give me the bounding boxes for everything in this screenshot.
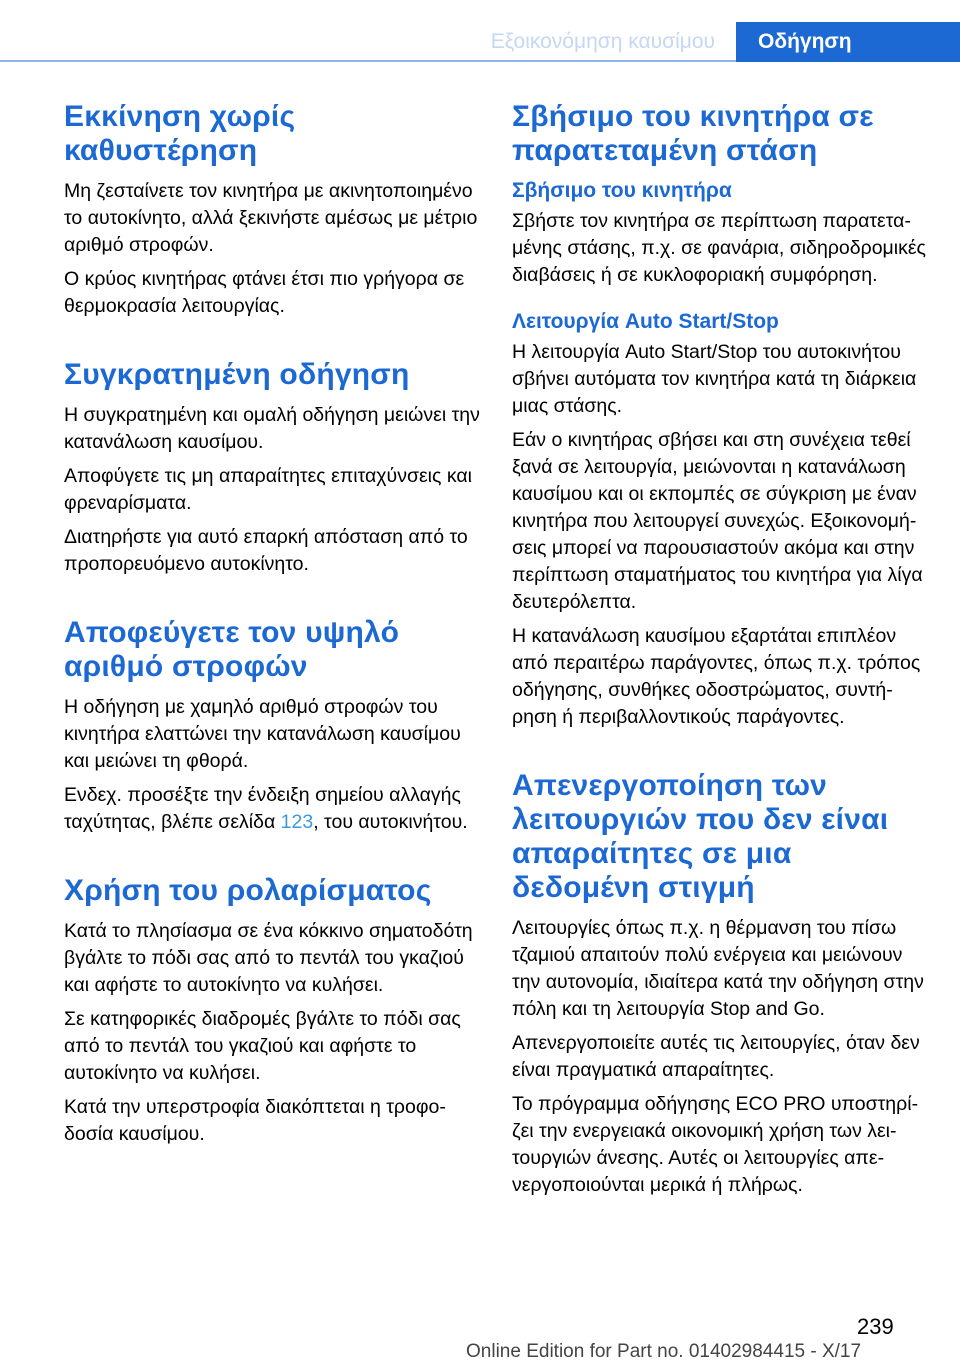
paragraph: Διατηρήστε για αυτό επαρκή απόσταση από το προπορευόμενο αυτοκίνητο. (64, 526, 468, 575)
paragraph: Μη ζεσταίνετε τον κινητήρα με ακινητοποιημένο το αυτοκίνητο, αλλά ξεκινήστε αμέσως με μέτριο αριθμό στροφών. (64, 180, 478, 256)
paragraph: Η οδήγηση με χαμηλό αριθμό στροφών του κινητήρα ελαττώνει την κατανάλωση καυσίμου και μειώνει τη φθορά. (64, 696, 461, 772)
section-restrained-driving (64, 358, 484, 578)
edition-footer: Online Edition for Part no. 01402984415 - X/17 (466, 1341, 862, 1362)
section-avoid-high-rpm (64, 616, 484, 836)
paragraph: Η συγκρατημένη και ομαλή οδήγηση μειώνει την κατανάλωση καυσίμου. (64, 404, 480, 453)
section-start-without-delay (64, 100, 484, 320)
subsection-engine-off (512, 178, 930, 289)
text: , του αυτοκινήτου. (313, 811, 468, 833)
subheading-auto-start-stop: Λειτουργία Auto Start/Stop (512, 310, 779, 333)
paragraph: Το πρόγραμμα οδήγησης ECO PRO υποστηρίζει την ενεργειακά οικονομική χρήση των λειτουργιών άνεσης. Αυτές οι λειτουργίες απενεργοποιούνται μερικά ή πλήρως. (512, 1093, 919, 1196)
paragraph: Απενεργοποιείτε αυτές τις λειτουργίες, όταν δεν είναι πραγματικά απαραίτητες. (512, 1032, 920, 1081)
paragraph: Η κατανάλωση καυσίμου εξαρτάται επιπλέον από περαιτέρω παράγοντες, όπως π.χ. τρόπος οδήγησης, συνθήκες οδοστρώματος, συντήρηση ή περιβαλλοντικούς παράγοντες. (512, 625, 921, 728)
heading-coasting: Χρήση του ρολαρίσματος (64, 874, 432, 907)
paragraph: Σβήστε τον κινητήρα σε περίπτωση παρατεταμένης στάσης, π.χ. σε φανάρια, σιδηροδρομικές διαβάσεις ή σε κυκλοφοριακή συμφόρηση. (512, 210, 926, 286)
paragraph: Εάν ο κινητήρας σβήσει και στη συνέχεια τεθεί ξανά σε λειτουργία, μειώνονται η κατανάλωση καυσίμου και οι εκπομπές σε σύγκριση με έναν κινητήρα που λειτουργεί συνεχώς. Εξοικονομήσεις μπορεί να παρουσιαστούν ακόμα και στην περίπτωση σταματήματος του κινητήρα για λίγα δευτερόλεπτα. (512, 429, 923, 613)
heading-avoid-high-rpm: Αποφεύγετε τον υψηλό αριθμό στροφών (64, 616, 400, 683)
paragraph: Κατά την υπερστροφία διακόπτεται η τροφοδοσία καυσίμου. (64, 1096, 446, 1145)
paragraph: Αποφύγετε τις μη απαραίτητες επιταχύνσεις και φρεναρίσματα. (64, 465, 472, 514)
paragraph: Ο κρύος κινητήρας φτάνει έτσι πιο γρήγορα σε θερμοκρασία λειτουργίας. (64, 268, 465, 317)
heading-restrained-driving: Συγκρατημένη οδήγηση (64, 358, 410, 391)
subheading-engine-off: Σβήσιμο του κινητήρα (512, 179, 732, 202)
left-column (64, 100, 484, 1186)
paragraph: Λειτουργίες όπως π.χ. η θέρμανση του πίσω τζαμιού απαιτούν πολύ ενέργεια και μειώνουν την αυτονομία, ιδιαίτερα κατά την οδήγηση στην πόλη και τη λειτουργία Stop and Go. (512, 917, 924, 1020)
section-engine-off-long-stop (512, 100, 930, 731)
right-column (512, 100, 930, 1237)
header-section-title: Εξοικονόμηση καυσίμου (490, 30, 715, 53)
page-reference-link[interactable]: 123 (280, 811, 314, 833)
header-chapter-tab: Οδήγηση (736, 22, 960, 62)
text: Ενδεχ. προσέξτε την ένδειξη σημείου αλλαγής ταχύτητας, βλέπε σελίδα (64, 784, 461, 833)
paragraph: Η λειτουργία Auto Start/Stop του αυτοκινήτου σβήνει αυτόματα τον κινητήρα κατά τη διάρκεια μιας στάσης. (512, 341, 917, 417)
heading-start-without-delay: Εκκίνηση χωρίς καθυστέρηση (64, 100, 296, 167)
heading-deactivate-functions: Απενεργοποίηση των λειτουργιών που δεν είναι απαραίτητες σε μια δεδομένη στιγμή (512, 769, 889, 904)
heading-engine-off-long-stop: Σβήσιμο του κινητήρα σε παρατεταμένη στάση (512, 100, 874, 167)
page-header (0, 0, 960, 62)
paragraph: Κατά το πλησίασμα σε ένα κόκκινο σηματοδότη βγάλτε το πόδι σας από το πεντάλ του γκαζιού και αφήστε το αυτοκίνητο να κυλήσει. (64, 920, 473, 996)
subsection-auto-start-stop (512, 309, 930, 731)
paragraph: Σε κατηφορικές διαδρομές βγάλτε το πόδι σας από το πεντάλ του γκαζιού και αφήστε το αυτοκίνητο να κυλήσει. (64, 1008, 461, 1084)
section-coasting (64, 874, 484, 1148)
page-number: 239 (857, 1314, 894, 1339)
paragraph-with-link (64, 782, 484, 836)
section-deactivate-functions (512, 769, 930, 1199)
